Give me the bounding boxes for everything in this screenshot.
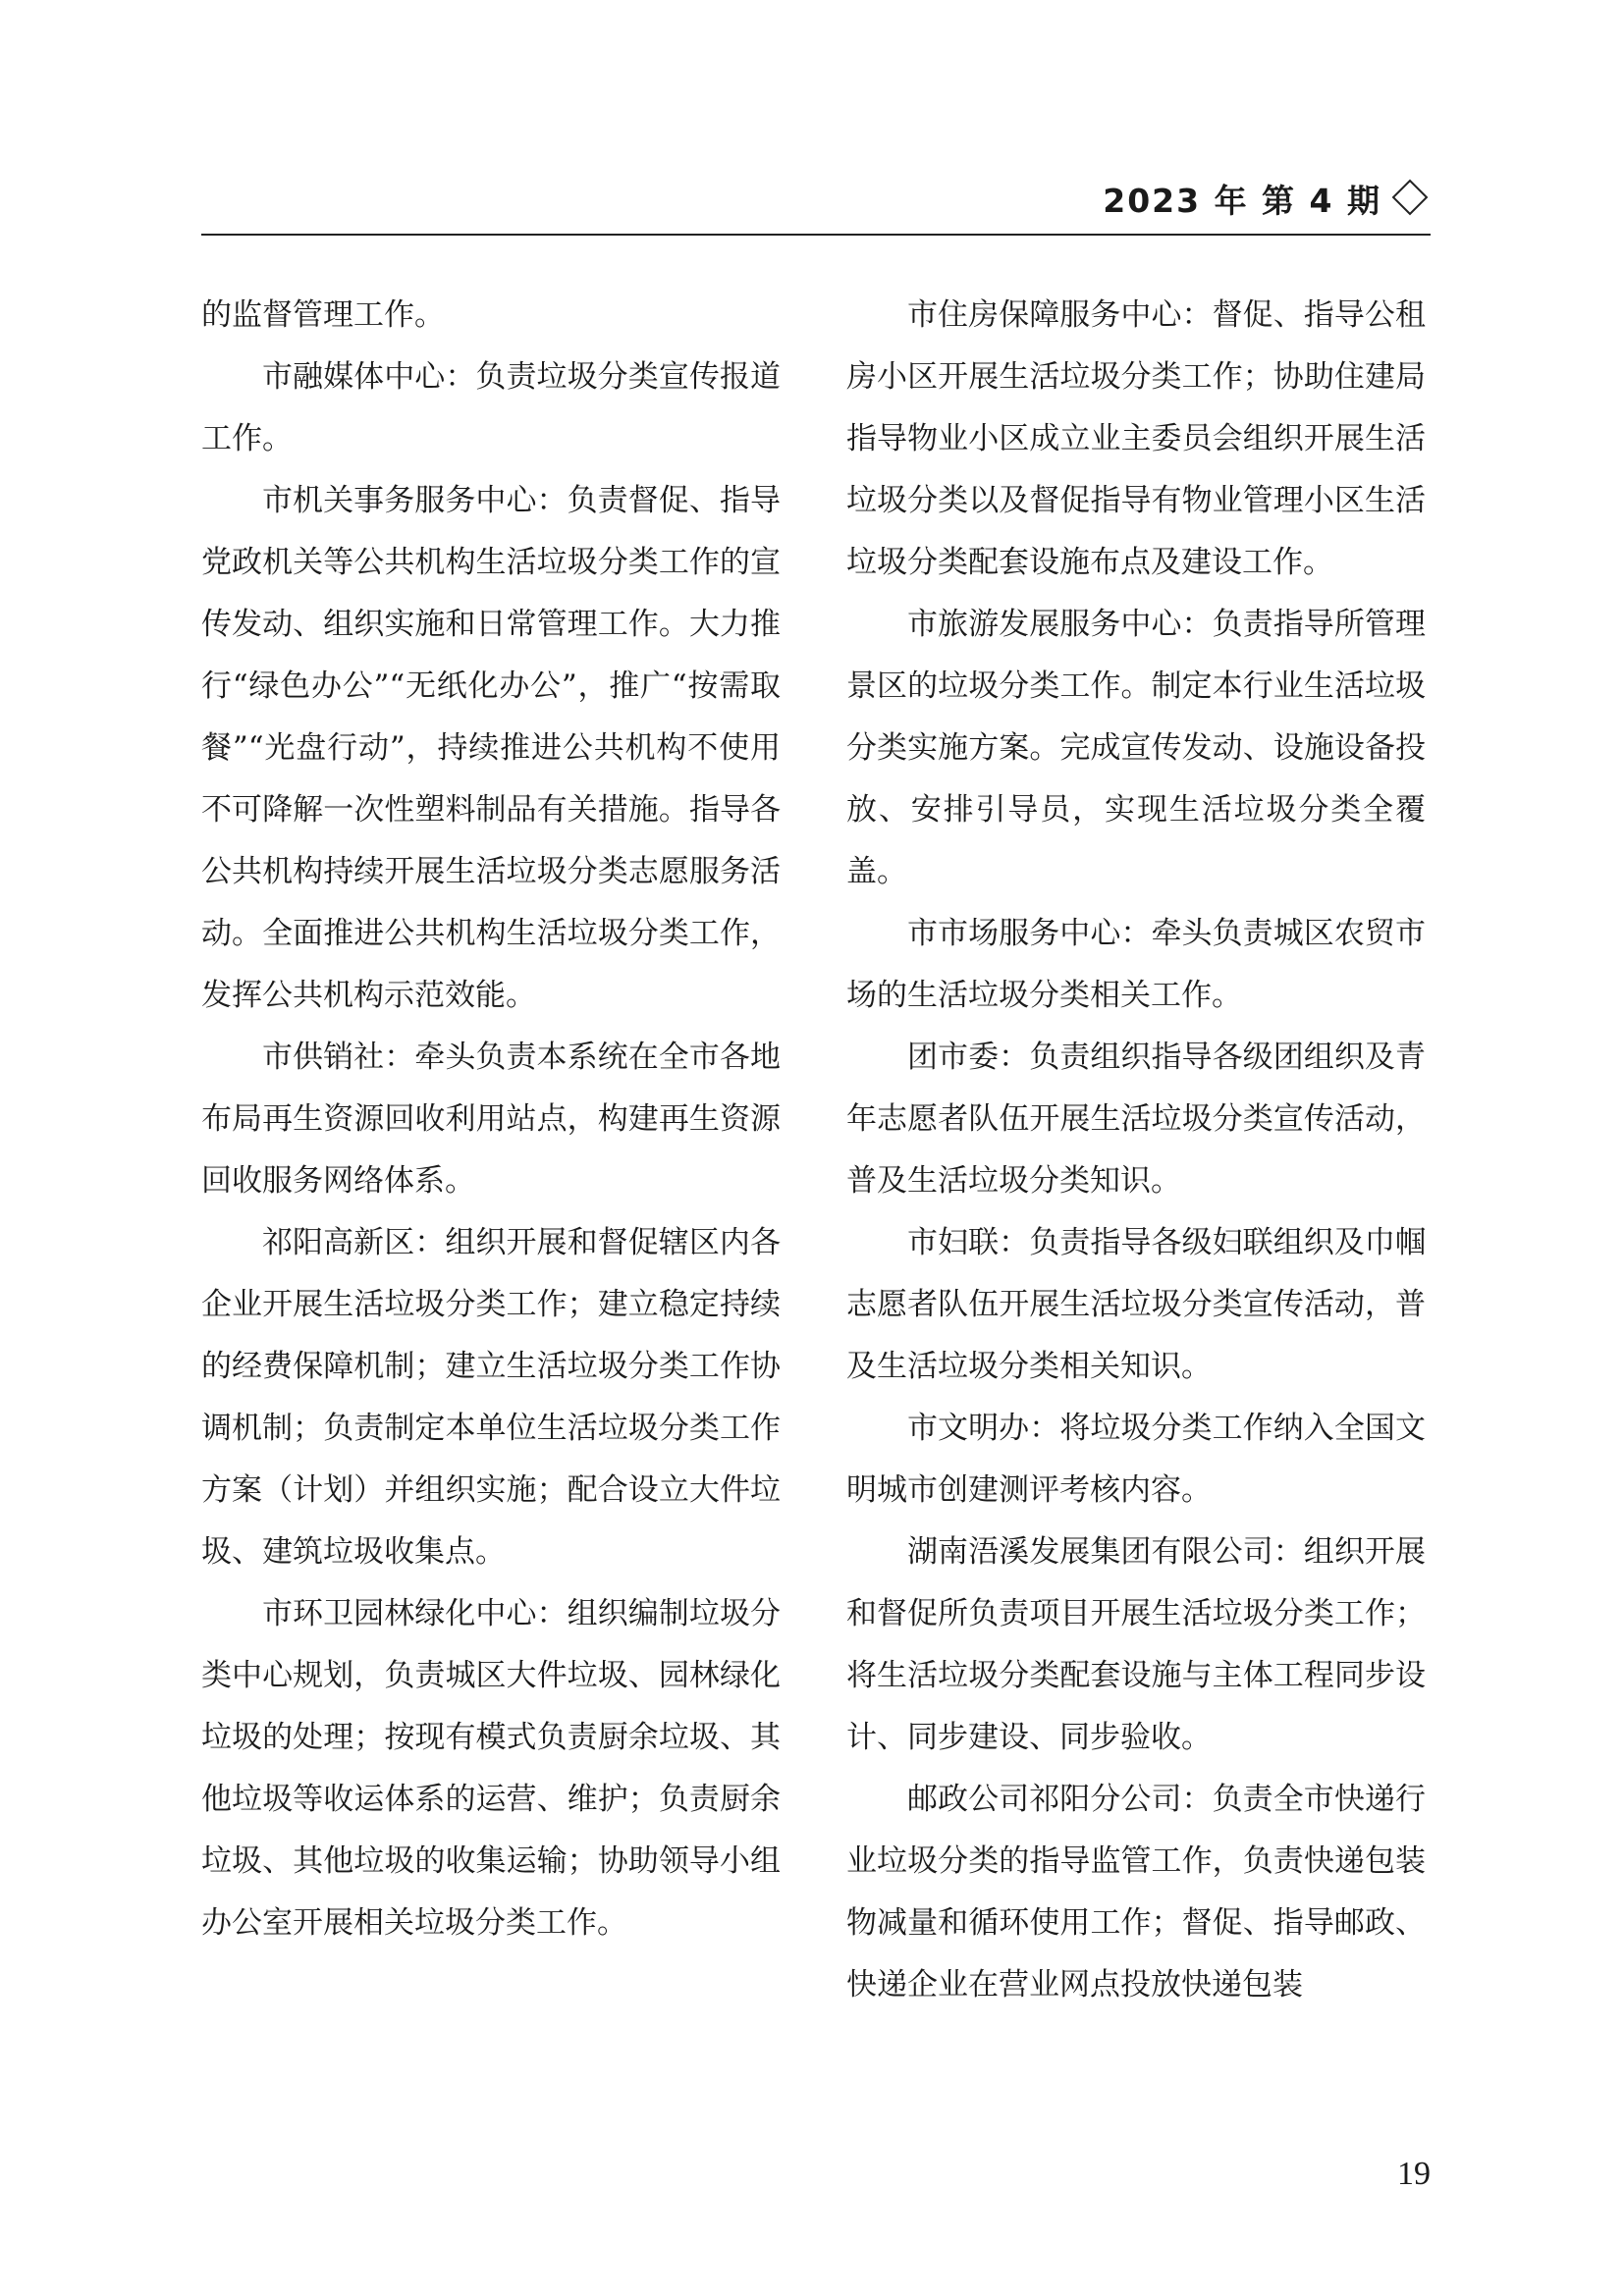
page-number: 19: [1397, 2156, 1431, 2192]
paragraph: 市机关事务服务中心：负责督促、指导党政机关等公共机构生活垃圾分类工作的宣传发动、组织实施和日常管理工作。大力推行“绿色办公”“无纸化办公”，推广“按需取餐”“光盘行动”，持续推进公共机构不使用不可降解一次性塑料制品有关措施。指导各公共机构持续开展生活垃圾分类志愿服务活动。全面推进公共机构生活垃圾分类工作，发挥公共机构示范效能。: [201, 483, 781, 1013]
paragraph: 湖南浯溪发展集团有限公司：组织开展和督促所负责项目开展生活垃圾分类工作；将生活垃圾分类配套设施与主体工程同步设计、同步建设、同步验收。: [846, 1534, 1426, 1755]
paragraph: 市旅游发展服务中心：负责指导所管理景区的垃圾分类工作。制定本行业生活垃圾分类实施方案。完成宣传发动、设施设备投放、安排引导员，实现生活垃圾分类全覆盖。: [846, 607, 1426, 889]
paragraph: 祁阳高新区：组织开展和督促辖区内各企业开展生活垃圾分类工作；建立稳定持续的经费保障机制；建立生活垃圾分类工作协调机制；负责制定本单位生活垃圾分类工作方案（计划）并组织实施；配合设立大件垃圾、建筑垃圾收集点。: [201, 1225, 781, 1570]
page-header: [201, 179, 1431, 236]
paragraph: 市文明办：将垃圾分类工作纳入全国文明城市创建测评考核内容。: [846, 1411, 1426, 1508]
paragraph: 邮政公司祁阳分公司：负责全市快递行业垃圾分类的指导监管工作，负责快递包装物减量和循环使用工作；督促、指导邮政、快递企业在营业网点投放快递包装: [846, 1782, 1426, 2002]
issue-label: [1103, 179, 1431, 224]
paragraph: 市供销社：牵头负责本系统在全市各地布局再生资源回收利用站点，构建再生资源回收服务网络体系。: [201, 1040, 781, 1199]
paragraph: 的监督管理工作。: [201, 297, 445, 333]
paragraph: 市妇联：负责指导各级妇联组织及巾帼志愿者队伍开展生活垃圾分类宣传活动，普及生活垃圾分类相关知识。: [846, 1225, 1426, 1384]
diamond-icon: [1392, 180, 1429, 216]
paragraph: 市住房保障服务中心：督促、指导公租房小区开展生活垃圾分类工作；协助住建局指导物业小区成立业主委员会组织开展生活垃圾分类以及督促指导有物业管理小区生活垃圾分类配套设施布点及建设工作。: [846, 297, 1426, 580]
paragraph: 市市场服务中心：牵头负责城区农贸市场的生活垃圾分类相关工作。: [846, 916, 1426, 1013]
paragraph: 市融媒体中心：负责垃圾分类宣传报道工作。: [201, 359, 781, 456]
right-column: [846, 285, 1426, 2016]
issue-text: 2023 年 第 4 期: [1103, 182, 1381, 220]
left-column: [201, 285, 781, 1954]
paragraph: 团市委：负责组织指导各级团组织及青年志愿者队伍开展生活垃圾分类宣传活动，普及生活垃圾分类知识。: [846, 1040, 1426, 1199]
paragraph: 市环卫园林绿化中心：组织编制垃圾分类中心规划，负责城区大件垃圾、园林绿化垃圾的处理；按现有模式负责厨余垃圾、其他垃圾等收运体系的运营、维护；负责厨余垃圾、其他垃圾的收集运输；协助领导小组办公室开展相关垃圾分类工作。: [201, 1596, 781, 1941]
